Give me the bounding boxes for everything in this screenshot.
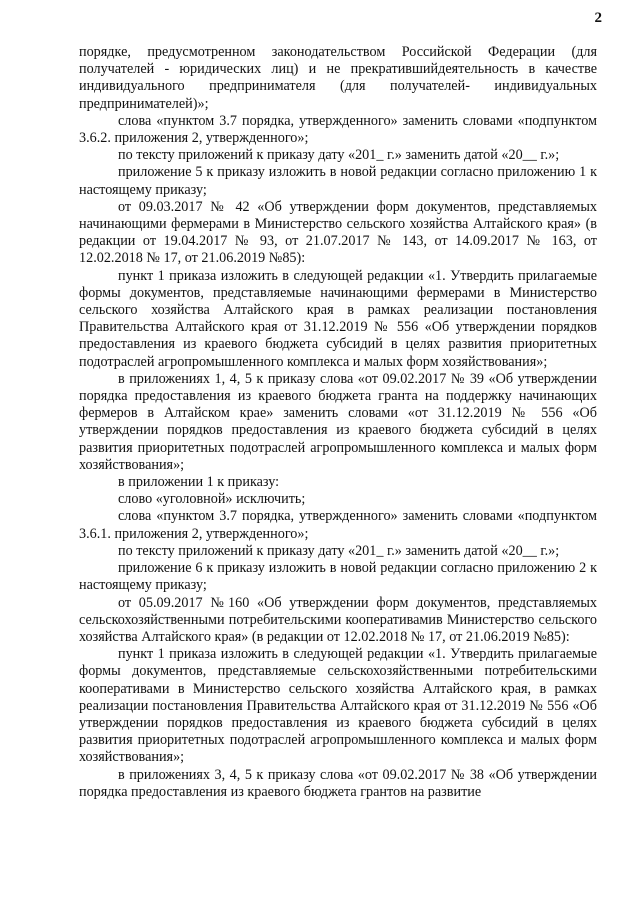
paragraph: приложение 5 к приказу изложить в новой редакции согласно приложению 1 к настоящему приказу;: [79, 164, 597, 198]
paragraph: по тексту приложений к приказу дату «201_ г.» заменить датой «20__ г.»;: [118, 542, 560, 559]
paragraph: в приложении 1 к приказу:: [118, 474, 280, 491]
paragraph: пункт 1 приказа изложить в следующей редакции «1. Утвердить прилагаемые формы документов, представляемые сельскохозяйственными потребительскими кооперативами в Министерство сельского хозяйства Алтайского края, в рамках реализации постановления Правительства Алтайского края от 31.12.2019 № 556 «Об утверждении порядков предоставления из краевого бюджета субсидий в целях развития приоритетных подотраслей агропромышленного комплекса и малых форм хозяйствования»;: [79, 646, 597, 766]
paragraph: в приложениях 1, 4, 5 к приказу слова «от 09.02.2017 № 39 «Об утверждении порядка предоставления из краевого бюджета гранта на поддержку начинающих фермеров в Алтайском крае» заменить словами «от 31.12.2019 № 556 «Об утверждении порядков предоставления из краевого бюджета субсидий в целях развития приоритетных подотраслей агропромышленного комплекса и малых форм хозяйствования»;: [79, 370, 597, 473]
paragraph: слова «пунктом 3.7 порядка, утвержденного» заменить словами «подпунктом 3.6.1. приложения 2, утвержденного»;: [79, 508, 597, 542]
paragraph: от 09.03.2017 № 42 «Об утверждении форм документов, представляемых начинающими фермерами в Министерство сельского хозяйства Алтайского края» (в редакции от 19.04.2017 № 93, от 21.07.2017 № 143, от 14.09.2017 № 163, от 12.02.2018 № 17, от 21.06.2019 №85):: [79, 198, 597, 267]
paragraph: по тексту приложений к приказу дату «201_ г.» заменить датой «20__ г.»;: [118, 147, 560, 164]
paragraph: приложение 6 к приказу изложить в новой редакции согласно приложению 2 к настоящему приказу;: [79, 560, 597, 594]
paragraph: слова «пунктом 3.7 порядка, утвержденного» заменить словами «подпунктом 3.6.2. приложения 2, утвержденного»;: [79, 112, 597, 147]
document-body: [79, 44, 597, 801]
paragraph: пункт 1 приказа изложить в следующей редакции «1. Утвердить прилагаемые формы документов, представляемые начинающими фермерами в Министерство сельского хозяйства Алтайского края в рамках реализации постановления Правительства Алтайского края от 31.12.2019 № 556 «Об утверждении порядков предоставления из краевого бюджета субсидий в целях развития приоритетных подотраслей агропромышленного комплекса и малых форм хозяйствования»;: [79, 267, 597, 370]
paragraph: слово «уголовной» исключить;: [118, 491, 306, 508]
paragraph: порядке, предусмотренном законодательством Российской Федерации (для получателей - юридических лиц) и не прекратившийдеятельность в качестве индивидуального предпринимателя (для получателей- индивидуальных предпринимателей)»;: [79, 44, 597, 112]
paragraph: от 05.09.2017 №160 «Об утверждении форм документов, представляемых сельскохозяйственными потребительскими кооперативамив Министерство сельского хозяйства Алтайского края» (в редакции от 12.02.2018 № 17, от 21.06.2019 №85):: [79, 594, 597, 645]
page-number: 2: [594, 10, 602, 26]
paragraph: в приложениях 3, 4, 5 к приказу слова «от 09.02.2017 № 38 «Об утверждении порядка предоставления из краевого бюджета грантов на развитие: [79, 766, 597, 800]
